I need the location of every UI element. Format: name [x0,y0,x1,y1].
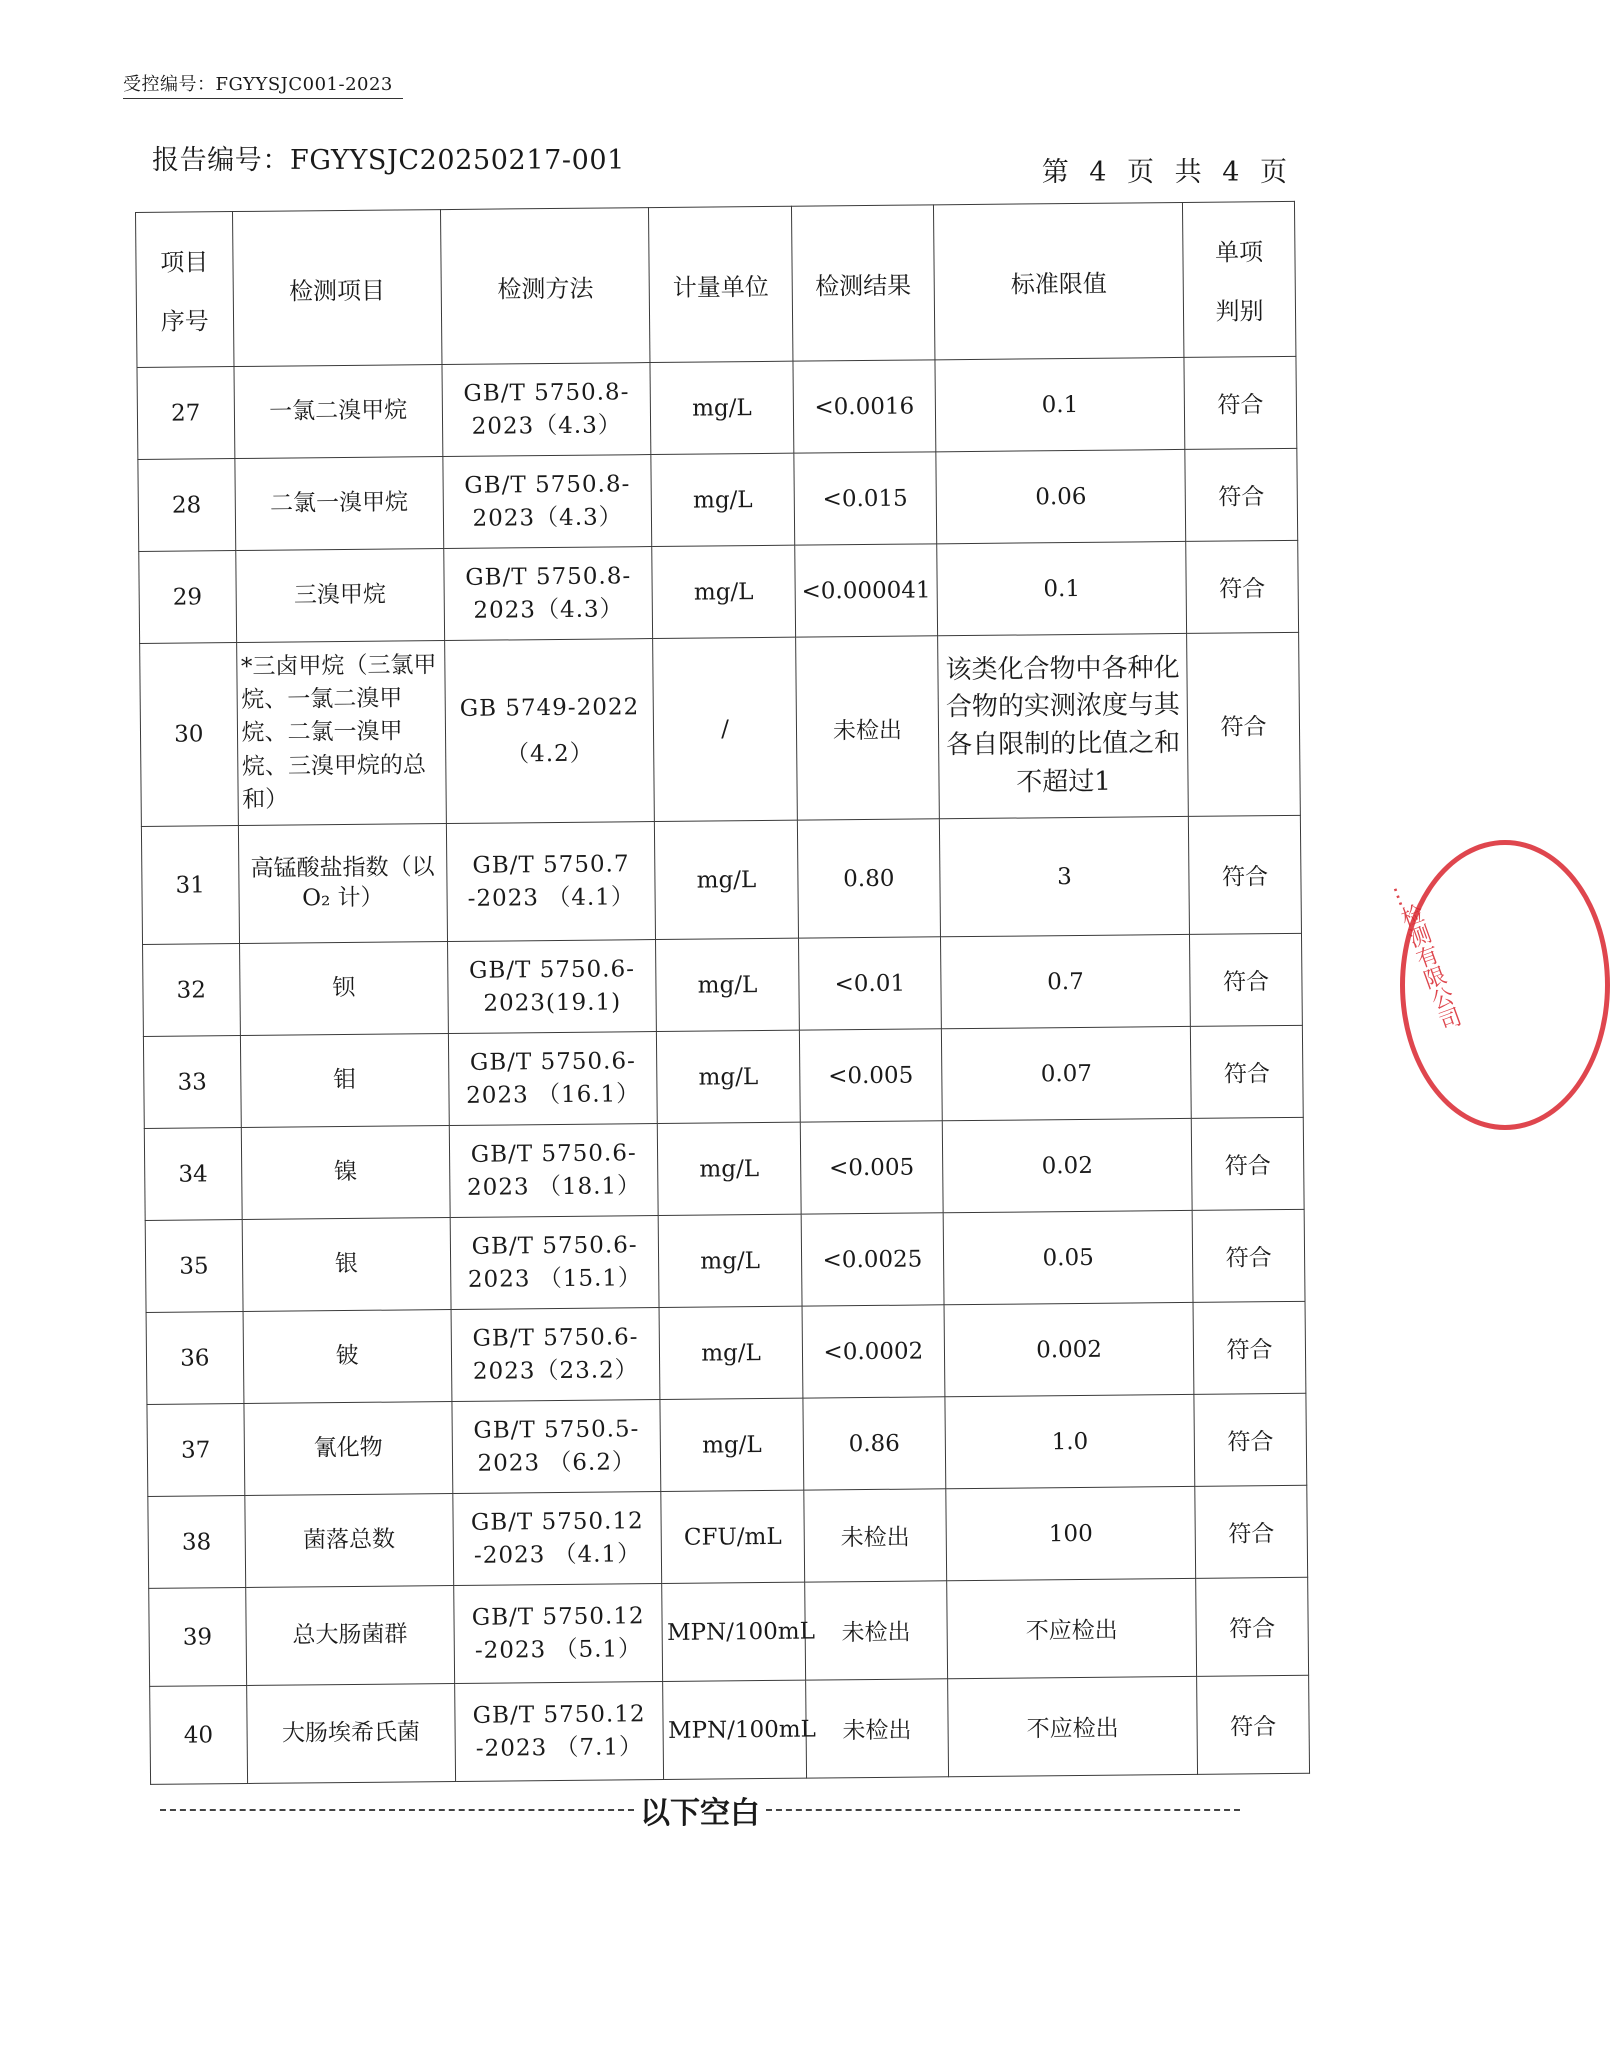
cell-judge: 符合 [1184,356,1297,449]
cell-method [454,1584,663,1684]
cell-judge: 符合 [1188,815,1301,934]
cell-unit: / [653,637,797,821]
cell-item: 三溴甲烷 [235,549,444,643]
cell-result: 0.86 [803,1397,946,1490]
cell-result: 未检出 [804,1581,947,1680]
cell-seq: 27 [137,367,234,460]
cell-method [449,1124,658,1218]
cell-seq: 30 [140,643,238,827]
cell-method [446,822,656,942]
header-limit: 标准限值 [934,202,1185,359]
method-line1: GB/T 5750.6- [469,1048,636,1077]
cell-judge: 符合 [1192,1209,1305,1302]
cell-result: 未检出 [795,636,939,820]
company-seal-text: …检测有限公司 [1387,880,1464,1034]
cell-judge: 符合 [1195,1485,1308,1578]
cell-judge: 符合 [1190,933,1303,1026]
cell-result: <0.0002 [802,1305,945,1398]
table-row [139,540,1299,643]
cell-item: 铍 [243,1310,452,1404]
report-number: 报告编号：FGYYSJC20250217-001 [152,145,625,176]
cell-judge: 符合 [1190,1025,1303,1118]
cell-unit: mg/L [655,820,798,939]
cell-item: *三卤甲烷（三氯甲烷、一氯二溴甲烷、二氯一溴甲烷、三溴甲烷的总和） [236,641,446,826]
cell-result: <0.0025 [801,1213,944,1306]
cell-seq: 32 [143,944,240,1037]
cell-limit: 0.002 [944,1302,1194,1396]
cell-unit: mg/L [652,545,795,638]
cell-unit: mg/L [656,938,799,1031]
method-line1: GB/T 5750.6- [468,956,636,985]
cell-judge: 符合 [1196,1577,1309,1676]
cell-limit: 1.0 [945,1394,1195,1488]
cell-item: 菌落总数 [244,1494,453,1588]
cell-judge: 符合 [1193,1301,1306,1394]
cell-method [444,547,653,641]
method-line2: -2023 （4.1） [467,883,636,912]
method-line2: 2023 （18.1） [466,1172,642,1201]
method-line1: GB/T 5750.6- [470,1140,637,1169]
cell-item: 氰化物 [244,1402,453,1496]
header-seq [136,212,234,368]
cell-limit: 不应检出 [947,1578,1197,1678]
cell-result: <0.01 [798,937,941,1030]
control-number: 受控编号：FGYYSJC001-2023 [123,70,403,99]
cell-item: 镍 [241,1126,450,1220]
cell-unit: CFU/mL [661,1490,804,1583]
cell-item: 钡 [239,942,448,1036]
cell-unit: MPN/100mL [663,1680,806,1779]
table-row [147,1393,1307,1496]
cell-method [452,1400,661,1494]
page-info: 第 4 页 共 4 页 [1041,157,1293,188]
header-seq-line1: 项目 [160,248,209,277]
method-line1: GB/T 5750.6- [471,1232,638,1261]
cell-unit: mg/L [660,1398,803,1491]
end-dash-left [160,1809,634,1811]
cell-result: <0.015 [794,452,937,545]
cell-limit: 0.06 [936,449,1186,543]
cell-result: <0.0016 [793,360,936,453]
cell-unit: mg/L [659,1306,802,1399]
cell-unit: mg/L [658,1122,801,1215]
method-line2: -2023 （7.1） [475,1733,644,1762]
method-line2: 2023（23.2） [472,1356,639,1385]
method-line1: GB/T 5750.12 [472,1701,646,1730]
end-dash-right [766,1809,1240,1811]
cell-seq: 28 [138,459,235,552]
method-line1: GB/T 5750.12 [471,1603,645,1632]
cell-seq: 40 [150,1686,248,1785]
cell-method [455,1681,664,1781]
table-row [140,632,1301,826]
header-seq-line2: 序号 [160,307,209,336]
header-judge-line1: 单项 [1214,238,1264,267]
cell-method [450,1216,659,1310]
cell-judge: 符合 [1185,448,1298,541]
method-line2: -2023 （4.1） [473,1540,642,1569]
cell-seq: 39 [149,1588,247,1687]
cell-limit: 该类化合物中各种化合物的实测浓度与其各自限制的比值之和不超过1 [938,633,1189,818]
table-row [138,448,1298,551]
table-row [143,933,1303,1036]
cell-limit: 3 [939,816,1189,936]
cell-limit: 0.02 [942,1118,1192,1212]
cell-judge: 符合 [1191,1117,1304,1210]
method-line1: GB/T 5750.8- [464,471,631,500]
cell-result: <0.005 [799,1029,942,1122]
results-table [135,201,1310,1785]
method-line2: 2023 （6.2） [477,1448,637,1477]
table-header-row [136,201,1296,367]
end-of-report-mark [160,1788,1240,1832]
method-line2: -2023 （5.1） [474,1635,643,1664]
cell-unit: mg/L [651,453,794,546]
cell-item: 一氯二溴甲烷 [234,365,443,459]
method-line1: GB 5749-2022 [459,693,640,722]
table-row [150,1675,1310,1784]
cell-result: 未检出 [805,1679,948,1778]
method-line2: 2023（4.3） [473,595,624,624]
cell-method [442,363,651,457]
cell-method [451,1308,660,1402]
cell-method [445,639,655,824]
cell-result: 0.80 [797,819,940,938]
cell-limit: 100 [946,1486,1196,1580]
cell-judge: 符合 [1194,1393,1307,1486]
method-line2: 2023（4.3） [472,503,623,532]
method-line2: 2023（4.3） [471,411,622,440]
cell-limit: 0.1 [937,541,1187,635]
method-line1: GB/T 5750.8- [463,379,630,408]
table-row [137,356,1297,459]
cell-seq: 36 [146,1312,243,1405]
cell-method [448,940,657,1034]
method-line1: GB/T 5750.6- [472,1324,639,1353]
method-line1: GB/T 5750.8- [465,563,632,592]
cell-seq: 37 [147,1404,244,1497]
cell-result: 未检出 [804,1489,947,1582]
method-line2: （4.2） [505,740,594,768]
cell-item: 钼 [240,1034,449,1128]
cell-judge: 符合 [1186,540,1299,633]
cell-item: 大肠埃希氏菌 [246,1683,455,1783]
method-line2: 2023 （16.1） [466,1080,641,1109]
cell-result: <0.000041 [794,544,937,637]
header-judge [1183,201,1296,357]
cell-method [453,1492,662,1586]
cell-item: 银 [242,1218,451,1312]
cell-method [448,1032,657,1126]
method-line1: GB/T 5750.7 [472,851,630,880]
table-row [144,1117,1304,1220]
cell-seq: 34 [144,1128,241,1221]
table-row [148,1485,1308,1588]
header-result: 检测结果 [791,205,935,361]
cell-seq: 38 [148,1496,245,1589]
cell-seq: 29 [139,551,236,644]
method-line2: 2023 （15.1） [467,1264,643,1293]
method-line1: GB/T 5750.5- [473,1416,640,1445]
header-unit: 计量单位 [649,206,793,362]
cell-limit: 0.1 [935,357,1185,451]
cell-result: <0.005 [800,1121,943,1214]
cell-unit: mg/L [659,1214,802,1307]
table-row [145,1209,1305,1312]
cell-seq: 35 [145,1220,242,1313]
header-method: 检测方法 [440,208,650,365]
cell-item: 高锰酸盐指数（以O₂ 计） [238,824,448,944]
cell-unit: mg/L [657,1030,800,1123]
header-item: 检测项目 [232,210,442,367]
end-mark-text: 以下空白 [640,1796,760,1831]
cell-limit: 0.7 [941,934,1191,1028]
cell-unit: mg/L [650,361,793,454]
cell-judge: 符合 [1187,632,1301,816]
cell-limit: 0.05 [943,1210,1193,1304]
cell-seq: 31 [141,826,239,945]
table-row [146,1301,1306,1404]
cell-item: 二氯一溴甲烷 [234,457,443,551]
method-line1: GB/T 5750.12 [470,1508,644,1537]
method-line2: 2023(19.1) [483,988,622,1017]
cell-limit: 不应检出 [948,1676,1198,1776]
cell-unit: MPN/100mL [662,1582,805,1681]
header-judge-line2: 判别 [1215,297,1264,326]
cell-seq: 33 [143,1036,240,1129]
table-row [143,1025,1303,1128]
table-row [149,1577,1309,1686]
cell-item: 总大肠菌群 [245,1586,454,1686]
table-row [141,815,1301,944]
cell-limit: 0.07 [941,1026,1191,1120]
cell-method [443,455,652,549]
cell-judge: 符合 [1197,1675,1310,1774]
